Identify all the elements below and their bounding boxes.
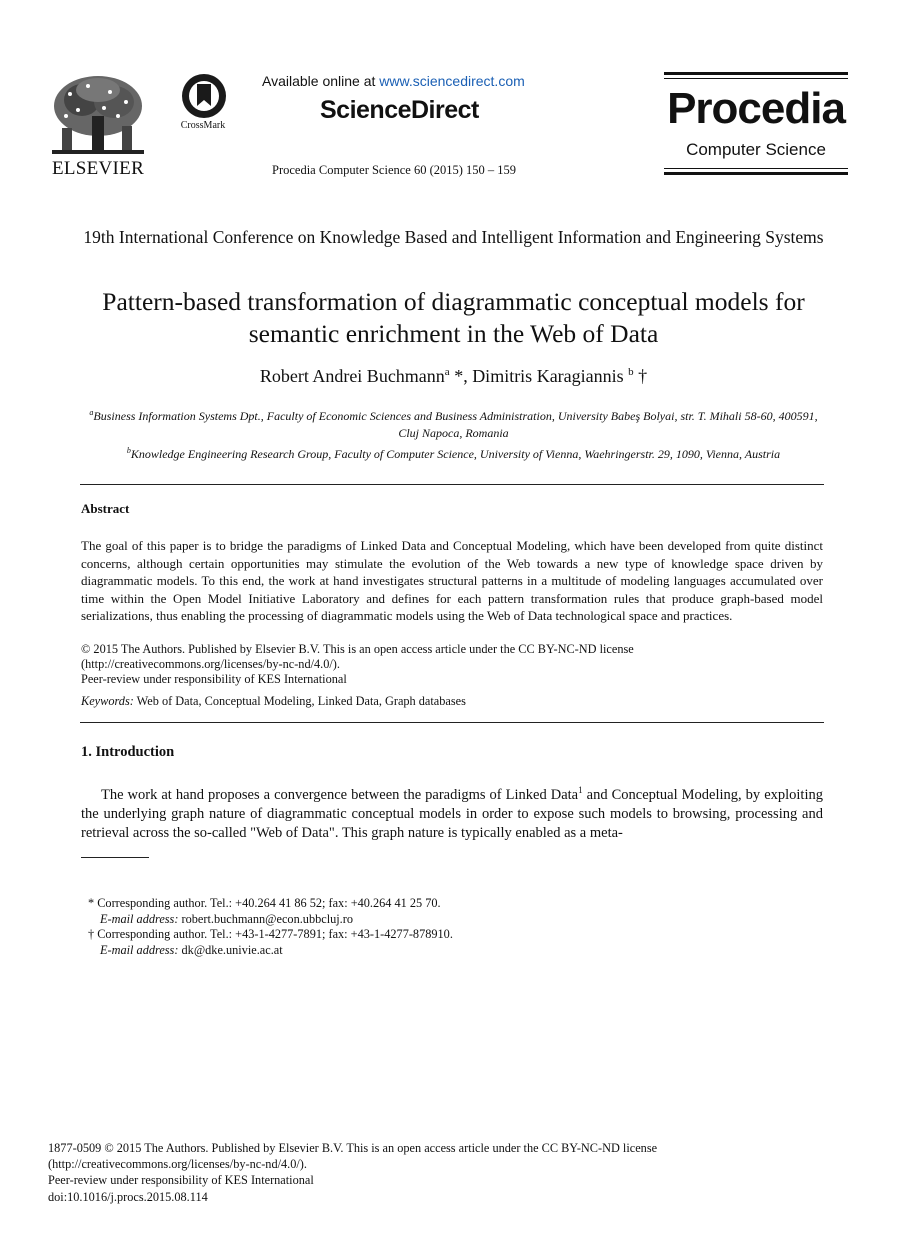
affiliation-a: [80, 404, 827, 442]
author-2-affil-sup: b: [628, 366, 634, 378]
doi-line[interactable]: doi:10.1016/j.procs.2015.08.114: [48, 1189, 208, 1204]
procedia-wordmark: Procedia: [667, 84, 845, 133]
procedia-logo: [664, 72, 848, 176]
available-prefix: Available online at: [262, 73, 380, 89]
affiliation-b-sup: b: [126, 446, 131, 455]
affiliation-b-text: Knowledge Engineering Research Group, Faculty of Computer Science, University of Vienna, Waehringerstr. 29, 1090, Vienna, Austria: [130, 447, 781, 461]
footnote-ref-1[interactable]: 1: [578, 785, 583, 795]
footnote-2-email: [88, 943, 788, 959]
affiliations: [80, 404, 827, 463]
keywords-list: Web of Data, Conceptual Modeling, Linked Data, Graph databases: [133, 694, 466, 708]
introduction-body: [81, 781, 823, 844]
affiliation-a-sup: a: [89, 408, 94, 417]
abstract-bottom-rule: [80, 722, 824, 723]
footnote-2: † Corresponding author. Tel.: +43-1-4277-7891; fax: +43-1-4277-878910.: [88, 927, 453, 942]
footnote-1: * Corresponding author. Tel.: +40.264 41 86 52; fax: +40.264 41 25 70.: [88, 896, 441, 910]
affiliation-b: [80, 442, 827, 463]
author-line: [60, 366, 847, 387]
bottom-peer-review: Peer-review under responsibility of KES International: [48, 1173, 314, 1188]
keywords-line: [81, 694, 823, 709]
abstract-heading: Abstract: [81, 501, 130, 516]
email-label-2: E-mail address:: [100, 942, 179, 957]
author-1-affil-sup: a: [444, 366, 450, 378]
author-1-mark: *,: [449, 366, 473, 386]
copyright-line: © 2015 The Authors. Published by Elsevier B.V. This is an open access article under the CC BY-NC-ND license: [81, 642, 634, 656]
paper-title: Pattern-based transformation of diagrammatic conceptual models for semantic enrichment in the Web of Data: [102, 287, 805, 348]
intro-text-a: The work at hand proposes a convergence between the paradigms of Linked Data: [101, 786, 579, 803]
journal-reference: Procedia Computer Science 60 (2015) 150 – 159: [272, 163, 517, 177]
bottom-license-link[interactable]: (http://creativecommons.org/licenses/by-nc-nd/4.0/).: [48, 1157, 307, 1172]
license-link[interactable]: (http://creativecommons.org/licenses/by-nc-nd/4.0/).: [81, 657, 340, 672]
intro-text-b: and Conceptual Modeling, by exploiting the underlying graph nature of diagrammatic conceptual models in order to expose such models to browsing, processing and retrieval across the so-called "Web of Data". This graph nature is typically enabled as a meta-: [81, 786, 823, 842]
issn-line: 1877-0509 © 2015 The Authors. Published by Elsevier B.V. This is an open access article under the CC BY-NC-ND license: [48, 1141, 658, 1155]
crossmark-label: CrossMark: [180, 120, 226, 131]
sciencedirect-link[interactable]: www.sciencedirect.com: [379, 73, 525, 89]
author-2: Dimitris Karagiannis: [472, 366, 624, 386]
publisher-wordmark: ELSEVIER: [51, 158, 145, 179]
email-address-1[interactable]: robert.buchmann@econ.ubbcluj.ro: [178, 911, 353, 926]
affiliation-a-text: Business Information Systems Dpt., Faculty of Economic Sciences and Business Administration, University Babeş Bolyai, str. T. Mihali 58-60, 400591, Cluj Napoca, Romania: [93, 409, 818, 440]
email-label-1: E-mail address:: [100, 911, 179, 926]
introduction-heading: 1. Introduction: [81, 744, 175, 760]
footnote-rule: [81, 857, 149, 858]
abstract-body: The goal of this paper is to bridge the paradigms of Linked Data and Conceptual Modeling, which have been developed from quite distinct concerns, although certain opportunities may stimulate the evolution of the Web towards a new type of knowledge space driven by diagrammatic models. To this end, the work at hand investigates structural patterns in a multitude of modeling languages accumulated over time within the Open Model Initiative Laboratory and defines for each pattern transformation rules that produce graph-based model serializations, thus enabling the processing of diagrammatic models using the Web of Data technological space and practices.: [81, 538, 823, 623]
copyright-block: [81, 642, 823, 688]
peer-review-line: Peer-review under responsibility of KES International: [81, 672, 347, 687]
conference-name: 19th International Conference on Knowledge Based and Intelligent Information and Engineering Systems: [83, 227, 824, 247]
sciencedirect-brand: ScienceDirect: [320, 96, 479, 124]
abstract-top-rule: [80, 484, 824, 485]
footnotes: [88, 896, 788, 958]
bottom-info: [48, 1140, 828, 1205]
availability-line: [262, 73, 525, 89]
author-2-mark: †: [633, 366, 648, 386]
keywords-label: Keywords:: [81, 694, 134, 708]
email-address-2[interactable]: dk@dke.univie.ac.at: [178, 942, 283, 957]
footnote-1-email: [88, 912, 788, 928]
procedia-subtitle: Computer Science: [686, 140, 826, 159]
author-1: Robert Andrei Buchmann: [259, 366, 445, 386]
